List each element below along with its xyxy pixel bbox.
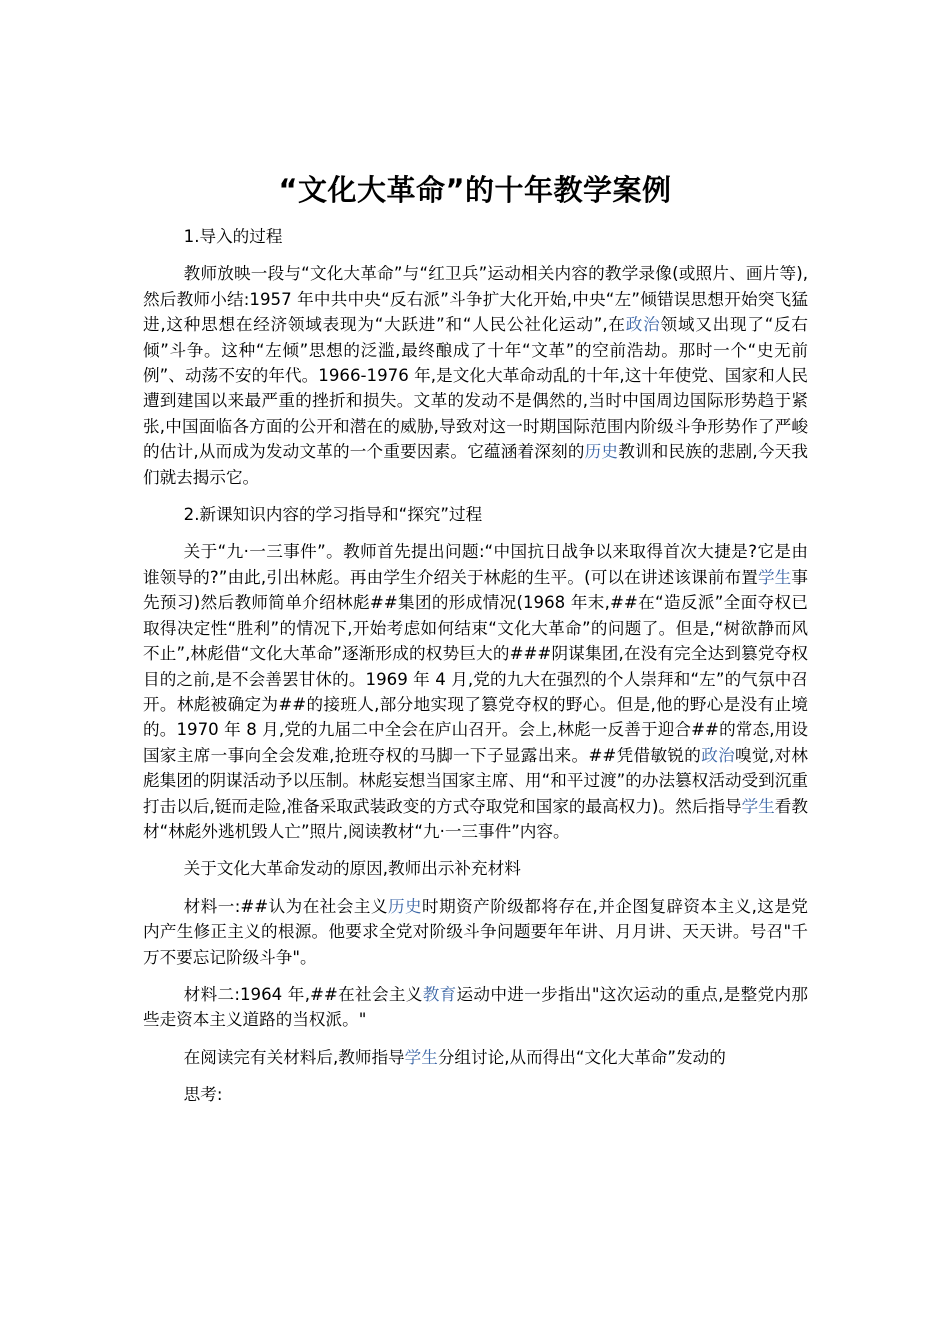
paragraph-text: 材料二:1964 年,##在社会主义 [183, 984, 423, 1004]
paragraph-text: 关于“九·一三事件”。教师首先提出问题:“中国抗日战争以来取得首次大捷是?它是由谁领导的?”由此,引出林彪。再由学生介绍关于林彪的生平。(可以在讲述该课前布置 [143, 542, 808, 587]
document-title: “文化大革命”的十年教学案例 [278, 173, 672, 207]
paragraph-text: 教师放映一段与“文化大革命”与“红卫兵”运动相关内容的教学录像(或照片、画片等),然后教师小结:1957 年中共中央“反右派”斗争扩大化开始,中央“左”倾错误思想开始突飞猛进,这种思想在经济领域表现为“大跃进”和“人民公社化运动”,在 [143, 264, 808, 335]
paragraph-text: 材料一:##认为在社会主义 [183, 896, 388, 916]
paragraph-intro-body [143, 261, 808, 490]
paragraph-text: 教训和民族的悲剧,今天我们就去揭示它。 [143, 442, 809, 487]
keyword-link[interactable]: 历史 [387, 896, 423, 916]
keyword-link[interactable]: 学生 [757, 567, 792, 587]
keyword-link[interactable]: 教育 [422, 984, 457, 1004]
section-heading-intro [143, 224, 808, 249]
paragraph-text: 时期资产阶级都将存在,并企图复辟资本主义,这是党内产生修正主义的根源。他要求全党对阶级斗争问题要年年讲、月月讲、天天讲。号召"千万不要忘记阶级斗争"。 [143, 896, 808, 967]
paragraph-text: 思考: [183, 1085, 223, 1105]
paragraph-material-one [143, 894, 808, 970]
paragraph-text: 事先预习)然后教师简单介绍林彪##集团的形成情况(1968 年末,##在“造反派”全面夺权已取得决定性“胜利”的情况下,开始考虑如何结束“文化大革命”的问题了。但是,“树欲静而风不止”,林彪借“文化大革命”逐渐形成的权势巨大的###阴谋集团,在没有完全达到篡党夺权目的之前,是不会善罢甘休的。1969 年 4 月,党的九大在强烈的个人崇拜和“左”的气氛中召开。林彪被确定为##的接班人,部分地实现了篡党夺权的野心。但是,他的野心是没有止境的。1970 年 8 月,党的九届二中全会在庐山召开。会上,林彪一反善于迎合##的常态,用设国家主席一事向全会发难,抢班夺权的马脚一下子显露出来。##凭借敏锐的 [143, 567, 808, 765]
section-heading-guidance [143, 502, 808, 527]
paragraph-text: 嗅觉,对林彪集团的阴谋活动予以压制。林彪妄想当国家主席、用“和平过渡”的办法篡权活动受到沉重打击以后,铤而走险,准备采取武装政变的方式夺取党和国家的最高权力)。然后指导 [143, 745, 808, 816]
paragraph-text: 2.新课知识内容的学习指导和“探究”过程 [183, 505, 483, 525]
keyword-link[interactable]: 学生 [741, 796, 775, 816]
keyword-link[interactable]: 学生 [404, 1047, 438, 1067]
keyword-link[interactable]: 历史 [584, 442, 619, 462]
paragraph-september-13-incident [143, 539, 808, 844]
paragraph-text: 在阅读完有关材料后,教师指导 [183, 1047, 405, 1067]
paragraph-thinking [143, 1082, 808, 1107]
paragraph-text: 运动中进一步指出"这次运动的重点,是整党内那些走资本主义道路的当权派。" [143, 984, 808, 1030]
keyword-link[interactable]: 政治 [701, 745, 736, 765]
paragraph-text: 1.导入的过程 [183, 227, 283, 246]
paragraph-text: 看教材“林彪外逃机毁人亡”照片,阅读教材“九·一三事件”内容。 [143, 796, 809, 841]
paragraph-text: 关于文化大革命发动的原因,教师出示补充材料 [183, 859, 521, 879]
paragraph-supplementary-intro [143, 856, 808, 881]
paragraph-material-two [143, 982, 808, 1033]
paragraph-text: 领域又出现了“反右倾”斗争。这种“左倾”思想的泛滥,最终酿成了十年“文革”的空前浩劫。那时一个“史无前例”、动荡不安的年代。1966-1976 年,是文化大革命动乱的十年,这十年使党、国家和人民遭到建国以来最严重的挫折和损失。文革的发动不是偶然的,当时中国周边国际形势趋于紧张,中国面临各方面的公开和潜在的威胁,导致对这一时期国际范围内阶级斗争形势作了严峻的估计,从而成为发动文革的一个重要因素。它蕴涵着深刻的 [143, 315, 809, 462]
paragraph-discussion [143, 1045, 808, 1070]
paragraph-text: 分组讨论,从而得出“文化大革命”发动的 [437, 1047, 726, 1067]
keyword-link[interactable]: 政治 [625, 315, 661, 335]
document-body [143, 224, 808, 1120]
